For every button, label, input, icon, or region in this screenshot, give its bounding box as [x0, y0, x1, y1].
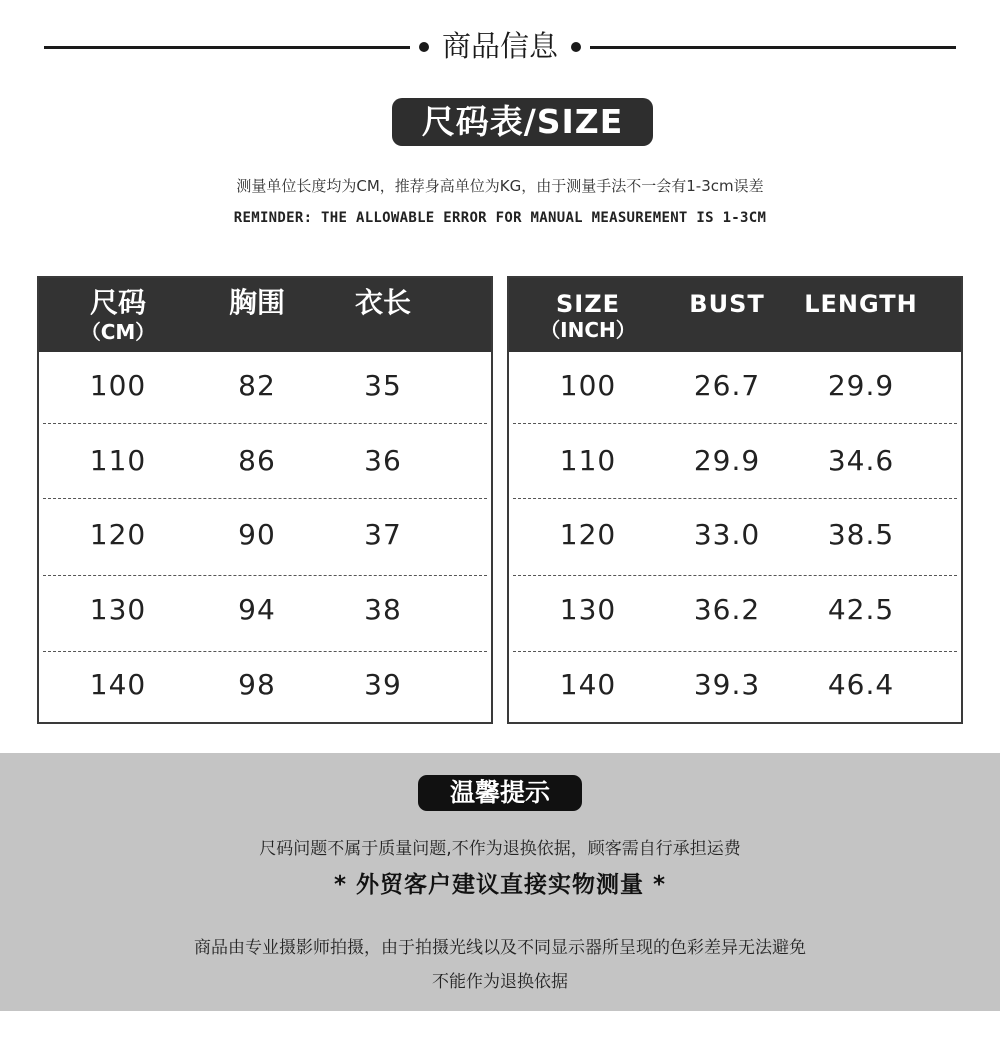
- row-divider: [43, 423, 487, 424]
- cell-bust: 39.3: [693, 668, 761, 701]
- cell-length: 34.6: [827, 444, 895, 477]
- cell-bust: 82: [238, 369, 276, 402]
- cell-length: 36: [364, 444, 402, 477]
- table-row: [39, 501, 491, 576]
- table-row: [509, 352, 961, 427]
- cell-size: 110: [559, 444, 617, 477]
- cell-bust: 98: [238, 668, 276, 701]
- column-header-unit: （CM）: [80, 320, 156, 344]
- column-header-unit: （INCH）: [540, 318, 636, 342]
- cell-size: 100: [559, 369, 617, 402]
- tips-line-no-return: 不能作为退换依据: [432, 972, 568, 992]
- column-header-label: BUST: [689, 290, 765, 318]
- bullet-dot-icon: [419, 42, 429, 52]
- cell-length: 37: [364, 518, 402, 551]
- cell-length: 39: [364, 668, 402, 701]
- cell-size: 130: [89, 593, 147, 626]
- cell-size: 110: [89, 444, 147, 477]
- row-divider: [513, 498, 957, 499]
- cell-bust: 90: [238, 518, 276, 551]
- table-header: [509, 278, 961, 352]
- cell-size: 120: [89, 518, 147, 551]
- cell-length: 38: [364, 593, 402, 626]
- column-header-label: 衣长: [354, 286, 411, 319]
- tips-line-color-disclaimer: 商品由专业摄影师拍摄，由于拍摄光线以及不同显示器所呈现的色彩差异无法避免: [194, 938, 806, 958]
- column-header-label: 尺码: [89, 286, 146, 319]
- header-divider-right: [590, 46, 956, 49]
- cell-bust: 26.7: [693, 369, 761, 402]
- column-header-size: [529, 278, 647, 352]
- cell-bust: 33.0: [693, 518, 761, 551]
- cell-size: 130: [559, 593, 617, 626]
- table-row: [509, 576, 961, 651]
- column-header-label: LENGTH: [804, 290, 918, 318]
- table-row: [509, 651, 961, 726]
- cell-length: 42.5: [827, 593, 895, 626]
- header-title: 商品信息: [441, 29, 558, 63]
- cell-bust: 29.9: [693, 444, 761, 477]
- row-divider: [513, 423, 957, 424]
- cell-bust: 86: [238, 444, 276, 477]
- cell-size: 140: [89, 668, 147, 701]
- tips-section: [0, 753, 1000, 1011]
- tips-line-measure-advice: * 外贸客户建议直接实物测量 *: [333, 872, 667, 898]
- measurement-note-en: REMINDER: THE ALLOWABLE ERROR FOR MANUAL MEASUREMENT IS 1-3CM: [233, 210, 767, 226]
- table-row: [509, 501, 961, 576]
- cell-length: 38.5: [827, 518, 895, 551]
- cell-size: 140: [559, 668, 617, 701]
- bullet-dot-icon: [571, 42, 581, 52]
- measurement-note-cn: 测量单位长度均为CM，推荐身高单位为KG，由于测量手法不一会有1-3cm误差: [236, 177, 764, 195]
- size-chart-badge: 尺码表/SIZE: [392, 98, 653, 146]
- column-header-length: [795, 278, 927, 352]
- table-row: [39, 427, 491, 502]
- cell-size: 120: [559, 518, 617, 551]
- size-table-inch: [507, 276, 963, 724]
- table-row: [39, 352, 491, 427]
- column-header-length: [325, 278, 441, 352]
- column-header-label: SIZE: [555, 290, 620, 318]
- cell-size: 100: [89, 369, 147, 402]
- column-header-bust: [199, 278, 315, 352]
- cell-bust: 36.2: [693, 593, 761, 626]
- table-header: [39, 278, 491, 352]
- cell-bust: 94: [238, 593, 276, 626]
- column-header-bust: [669, 278, 785, 352]
- row-divider: [43, 498, 487, 499]
- header-divider-left: [44, 46, 410, 49]
- cell-length: 29.9: [827, 369, 895, 402]
- column-header-size: [59, 278, 177, 352]
- size-table-cm: [37, 276, 493, 724]
- tips-badge: 温馨提示: [418, 775, 582, 811]
- cell-length: 46.4: [827, 668, 895, 701]
- table-row: [39, 651, 491, 726]
- column-header-label: 胸围: [228, 286, 285, 319]
- cell-length: 35: [364, 369, 402, 402]
- table-row: [39, 576, 491, 651]
- tips-line-size-policy: 尺码问题不属于质量问题,不作为退换依据，顾客需自行承担运费: [259, 839, 741, 859]
- table-row: [509, 427, 961, 502]
- section-header: [0, 22, 1000, 72]
